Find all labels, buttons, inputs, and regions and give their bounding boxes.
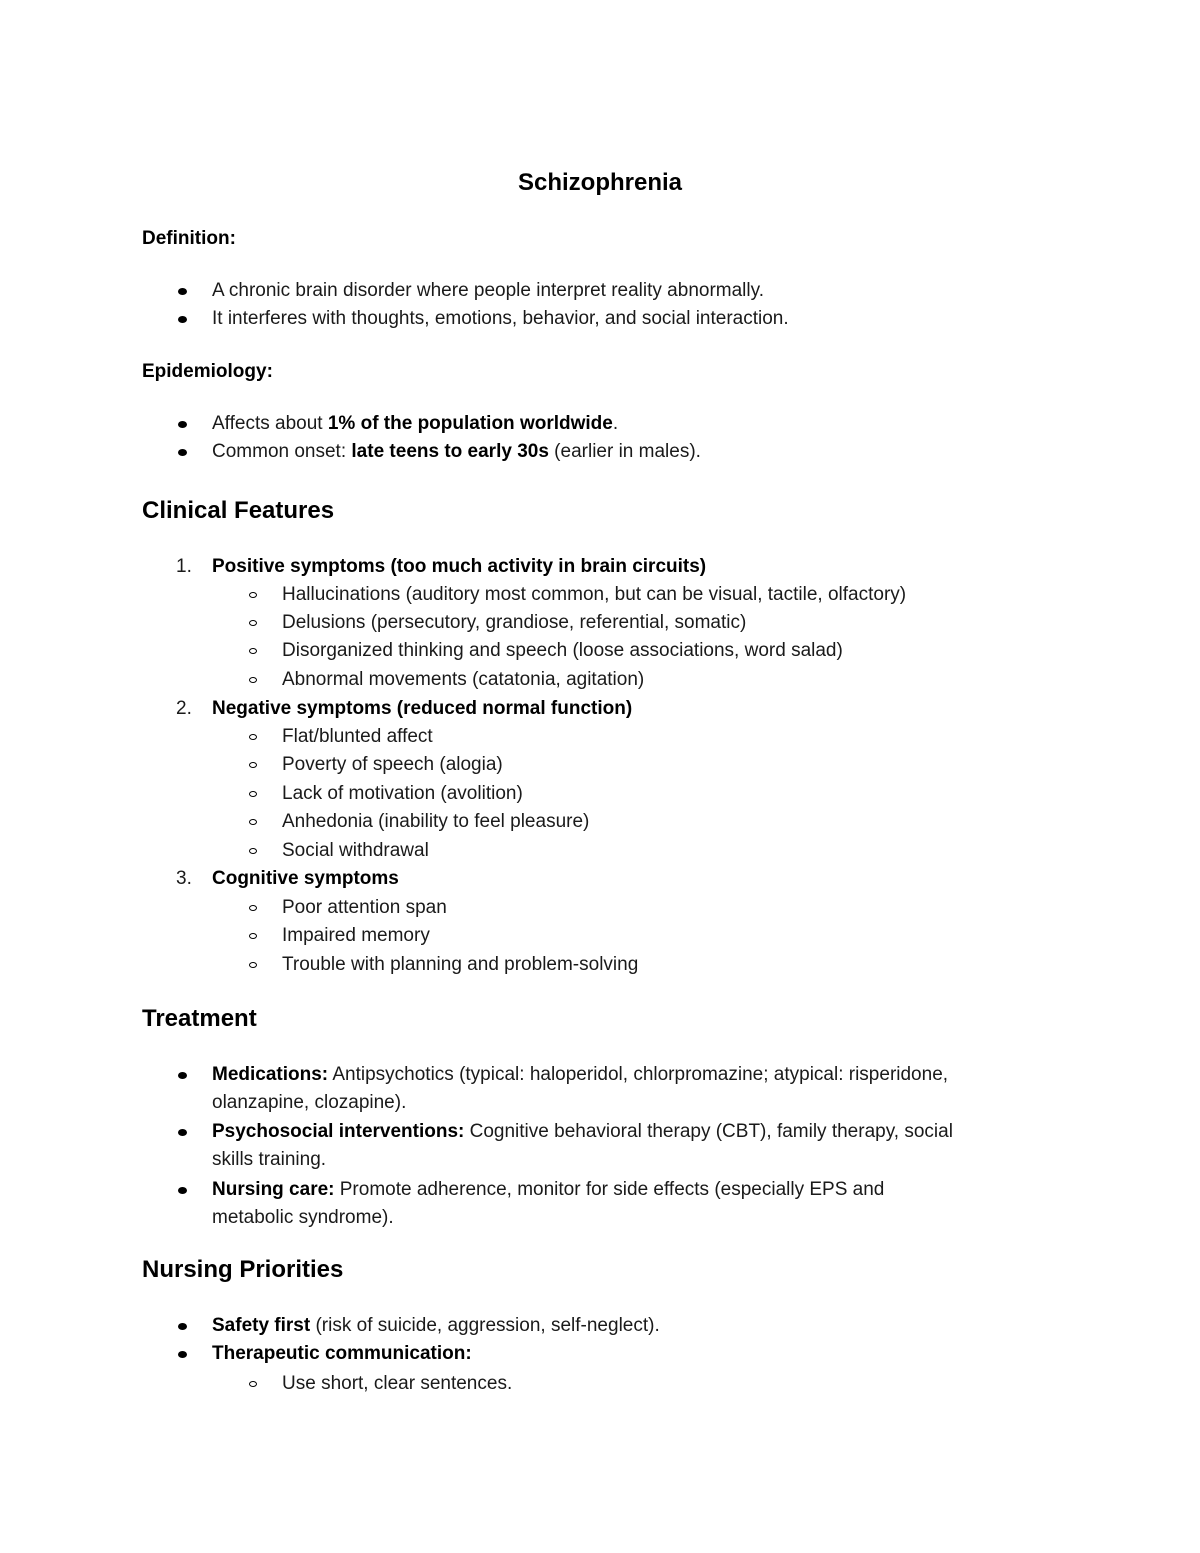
treatment-item-continued: skills training. — [212, 1149, 327, 1170]
clinical-features-heading: Clinical Features — [142, 497, 335, 524]
symptom-group-title: Negative symptoms (reduced normal function) — [212, 698, 633, 719]
list-number: 3. — [176, 868, 192, 889]
bullet-icon — [178, 1072, 187, 1079]
sub-bullet-icon — [249, 848, 257, 854]
bullet-icon — [178, 421, 187, 428]
epidemiology-item: Affects about 1% of the population worldwide. — [212, 413, 619, 434]
bullet-icon — [178, 449, 187, 456]
sub-bullet-icon — [249, 734, 257, 740]
symptom-group-title: Positive symptoms (too much activity in brain circuits) — [212, 556, 707, 577]
sub-bullet-icon — [249, 648, 257, 654]
nursing-sub-item: Use short, clear sentences. — [282, 1373, 513, 1394]
sub-bullet-icon — [249, 1381, 257, 1387]
bullet-icon — [178, 288, 187, 295]
symptom-item: Lack of motivation (avolition) — [282, 783, 523, 804]
sub-bullet-icon — [249, 620, 257, 626]
treatment-heading: Treatment — [142, 1005, 257, 1032]
symptom-item: Social withdrawal — [282, 840, 429, 861]
treatment-item: Nursing care: Promote adherence, monitor for side effects (especially EPS and — [212, 1179, 885, 1200]
sub-bullet-icon — [249, 592, 257, 598]
list-number: 2. — [176, 698, 192, 719]
treatment-item-continued: olanzapine, clozapine). — [212, 1092, 407, 1113]
symptom-item: Abnormal movements (catatonia, agitation) — [282, 669, 645, 690]
symptom-item: Delusions (persecutory, grandiose, referential, somatic) — [282, 612, 747, 633]
symptom-item: Flat/blunted affect — [282, 726, 433, 747]
definition-item: It interferes with thoughts, emotions, behavior, and social interaction. — [212, 308, 789, 329]
nursing-item: Safety first (risk of suicide, aggression, self-neglect). — [212, 1315, 660, 1336]
nursing-item: Therapeutic communication: — [212, 1343, 472, 1364]
bullet-icon — [178, 1351, 187, 1358]
symptom-item: Anhedonia (inability to feel pleasure) — [282, 811, 590, 832]
treatment-item: Psychosocial interventions: Cognitive behavioral therapy (CBT), family therapy, social — [212, 1121, 953, 1142]
symptom-item: Trouble with planning and problem-solving — [282, 954, 639, 975]
bullet-icon — [178, 1129, 187, 1136]
sub-bullet-icon — [249, 819, 257, 825]
symptom-item: Poor attention span — [282, 897, 447, 918]
bullet-icon — [178, 1187, 187, 1194]
list-number: 1. — [176, 556, 192, 577]
treatment-item: Medications: Antipsychotics (typical: haloperidol, chlorpromazine; atypical: risperidone, — [212, 1064, 949, 1085]
sub-bullet-icon — [249, 791, 257, 797]
nursing-priorities-heading: Nursing Priorities — [142, 1256, 344, 1283]
sub-bullet-icon — [249, 962, 257, 968]
bullet-icon — [178, 1323, 187, 1330]
symptom-item: Poverty of speech (alogia) — [282, 754, 503, 775]
definition-item: A chronic brain disorder where people interpret reality abnormally. — [212, 280, 764, 301]
definition-label: Definition: — [142, 228, 236, 249]
treatment-item-continued: metabolic syndrome). — [212, 1207, 394, 1228]
symptom-item: Hallucinations (auditory most common, but can be visual, tactile, olfactory) — [282, 584, 907, 605]
symptom-item: Disorganized thinking and speech (loose associations, word salad) — [282, 640, 843, 661]
epidemiology-item: Common onset: late teens to early 30s (earlier in males). — [212, 441, 701, 462]
epidemiology-label: Epidemiology: — [142, 361, 273, 382]
document-title: Schizophrenia — [517, 169, 683, 196]
symptom-group-title: Cognitive symptoms — [212, 868, 399, 889]
sub-bullet-icon — [249, 933, 257, 939]
sub-bullet-icon — [249, 677, 257, 683]
sub-bullet-icon — [249, 905, 257, 911]
bullet-icon — [178, 316, 187, 323]
symptom-item: Impaired memory — [282, 925, 430, 946]
sub-bullet-icon — [249, 762, 257, 768]
